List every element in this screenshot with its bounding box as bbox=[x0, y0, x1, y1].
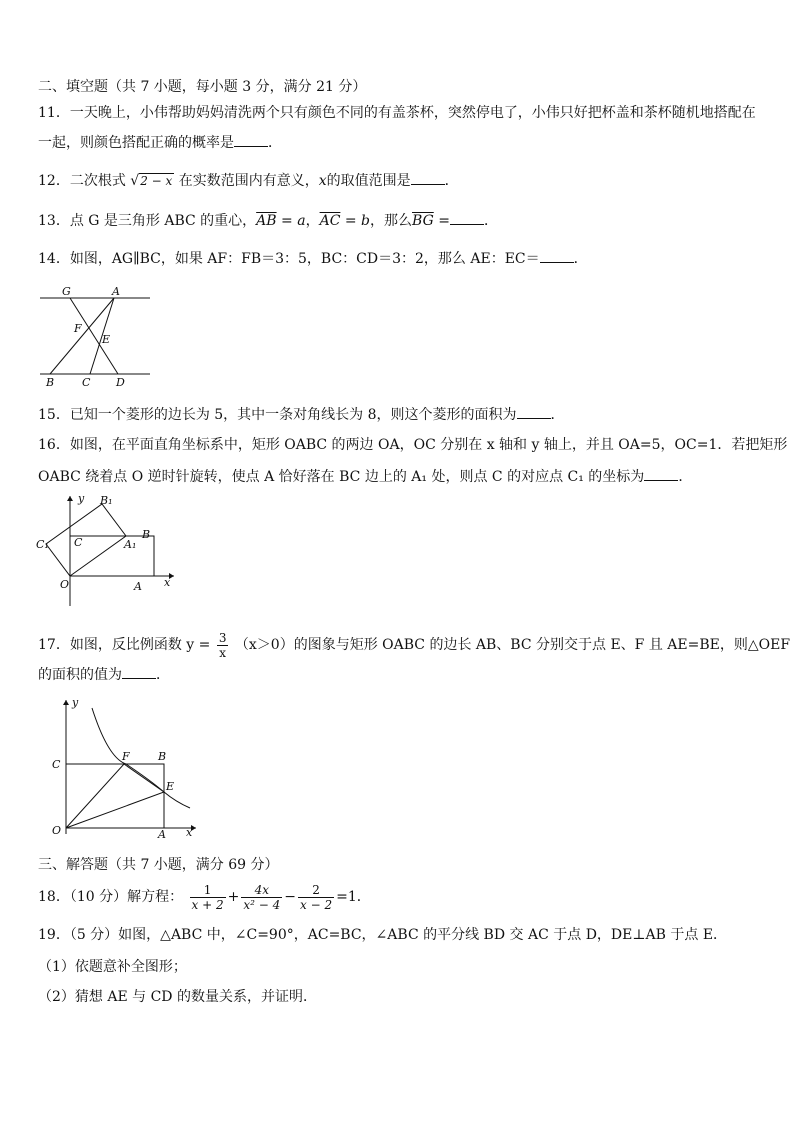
question-16-line-2 bbox=[38, 468, 692, 486]
numerator: 2 bbox=[298, 883, 334, 898]
question-19: 19．（5 分）如图，△ABC 中，∠C=90°，AC=BC，∠ABC 的平分线 BD 交 AC 于点 D，DE⊥AB 于点 E． bbox=[38, 927, 728, 943]
label-b: B bbox=[46, 376, 55, 389]
question-11-line-1: 11．一天晚上，小伟帮助妈妈清洗两个只有颜色不同的有盖茶杯，突然停电了，小伟只好把杯盖和茶杯随机地搭配在 bbox=[38, 105, 756, 121]
y-axis-arrow bbox=[67, 496, 73, 501]
label-a1: A₁ bbox=[124, 538, 137, 551]
label-f: F bbox=[122, 750, 130, 763]
answer-blank bbox=[517, 406, 551, 419]
numerator: 1 bbox=[190, 883, 226, 898]
label-x: x bbox=[186, 826, 193, 839]
equals-sign: = bbox=[340, 213, 362, 229]
q17-text-c: 的面积的值为 bbox=[38, 667, 122, 683]
label-a: A bbox=[112, 285, 120, 298]
scalar-b: b bbox=[361, 213, 371, 229]
q12-text-b: 在实数范围内有意义， bbox=[178, 173, 319, 189]
q16-end: ． bbox=[678, 469, 693, 485]
answer-blank bbox=[450, 212, 484, 225]
vector-ac: $\overline{AC}$ bbox=[319, 213, 341, 229]
denominator: x + 2 bbox=[191, 897, 224, 912]
question-11-line-2 bbox=[38, 134, 282, 152]
equals-sign: = bbox=[276, 213, 298, 229]
fraction-3 bbox=[298, 883, 334, 912]
label-c1: C₁ bbox=[36, 538, 49, 551]
question-14 bbox=[38, 250, 588, 268]
comma: ， bbox=[305, 213, 320, 229]
answer-blank bbox=[540, 250, 574, 263]
equals-sign: = bbox=[433, 213, 450, 229]
label-b1: B₁ bbox=[100, 494, 113, 507]
figure-16 bbox=[34, 490, 184, 608]
rectangle-oabc bbox=[70, 536, 154, 576]
q16-text: OABC 绕着点 O 逆时针旋转，使点 A 恰好落在 BC 边上的 A₁ 处，则点 C 的对应点 C₁ 的坐标为 bbox=[38, 469, 645, 485]
answer-blank bbox=[122, 666, 156, 679]
q15-text: 15．已知一个菱形的边长为 5，其中一条对角线长为 8，则这个菱形的面积为 bbox=[38, 407, 517, 423]
q13-text-a: 13．点 G 是三角形 ABC 的重心， bbox=[38, 213, 257, 229]
q11-end: ． bbox=[268, 135, 282, 151]
rotated-rectangle bbox=[46, 504, 126, 576]
scalar-a: a bbox=[297, 213, 306, 229]
minus-sign: − bbox=[284, 889, 297, 905]
label-b: B bbox=[142, 528, 151, 541]
vector-bg: $\overline{BG}$ bbox=[412, 213, 434, 229]
q12-text-c: 的取值范围是 bbox=[326, 173, 411, 189]
fraction-2 bbox=[241, 883, 282, 912]
radicand: 2 − x bbox=[140, 174, 173, 188]
q12-end: ． bbox=[444, 173, 459, 189]
q11-text: 一起，则颜色搭配正确的概率是 bbox=[38, 135, 234, 151]
hyperbola-curve bbox=[92, 708, 190, 808]
label-g: G bbox=[62, 285, 71, 298]
triangle-oef bbox=[66, 764, 164, 828]
question-19-part-1: （1）依题意补全图形； bbox=[38, 959, 187, 975]
y-axis-arrow bbox=[63, 700, 69, 705]
label-y: y bbox=[72, 696, 79, 709]
answer-blank bbox=[234, 134, 268, 147]
q17-text-b: （x＞0）的图象与矩形 OABC 的边长 AB、BC 分别交于点 E、F 且 AE=BE，则△OEF bbox=[234, 637, 791, 653]
figure-14 bbox=[36, 282, 154, 390]
label-d: D bbox=[116, 376, 125, 389]
q13-text-b: ，那么 bbox=[370, 213, 413, 229]
label-o: O bbox=[60, 578, 70, 591]
q14-end: ． bbox=[573, 251, 588, 267]
q17-end: ． bbox=[156, 667, 170, 683]
label-e: E bbox=[166, 780, 175, 793]
question-15 bbox=[38, 406, 565, 424]
question-17-line-2 bbox=[38, 666, 170, 684]
question-18 bbox=[38, 878, 371, 916]
label-x: x bbox=[164, 576, 171, 589]
numerator: 3 bbox=[218, 630, 227, 645]
label-f: F bbox=[74, 322, 82, 335]
answer-blank bbox=[644, 468, 678, 481]
q18-text: 18．（10 分）解方程： bbox=[38, 889, 184, 905]
q14-text: 14．如图，AG∥BC，如果 AF：FB＝3：5，BC：CD＝3：2，那么 AE：EC＝ bbox=[38, 251, 540, 267]
question-19-part-2: （2）猜想 AE 与 CD 的数量关系，并证明． bbox=[38, 989, 317, 1005]
label-y: y bbox=[78, 492, 85, 505]
label-b: B bbox=[158, 750, 167, 763]
equation-rhs: =1． bbox=[336, 889, 371, 905]
q12-text-a: 12．二次根式 bbox=[38, 173, 126, 189]
q13-end: ． bbox=[483, 213, 498, 229]
question-17-line-1 bbox=[38, 628, 790, 662]
label-c: C bbox=[82, 376, 91, 389]
label-c: C bbox=[52, 758, 61, 771]
figure-17 bbox=[44, 694, 204, 842]
numerator: 4x bbox=[241, 883, 282, 898]
label-c: C bbox=[74, 536, 83, 549]
label-a: A bbox=[158, 828, 166, 841]
section-heading: 二、填空题（共 7 小题，每小题 3 分，满分 21 分） bbox=[38, 79, 367, 95]
label-e: E bbox=[102, 333, 111, 346]
question-16-line-1: 16．如图，在平面直角坐标系中，矩形 OABC 的两边 OA，OC 分别在 x 轴和 y 轴上，并且 OA=5，OC=1．若把矩形 bbox=[38, 437, 788, 453]
q12-var: x bbox=[318, 173, 327, 189]
denominator: x − 2 bbox=[300, 897, 333, 912]
q17-text-a: 17．如图，反比例函数 y = bbox=[38, 637, 211, 653]
label-a: A bbox=[134, 580, 142, 593]
q15-end: ． bbox=[550, 407, 565, 423]
section-heading: 三、解答题（共 7 小题，满分 69 分） bbox=[38, 857, 279, 873]
answer-blank bbox=[411, 172, 445, 185]
plus-sign: + bbox=[227, 889, 240, 905]
question-12 bbox=[38, 172, 459, 190]
radical: √2 − x bbox=[130, 173, 173, 189]
fraction-3-over-x bbox=[217, 631, 229, 660]
label-o: O bbox=[52, 824, 62, 837]
fraction-1 bbox=[190, 883, 226, 912]
vector-ab: $\overline{AB}$ bbox=[256, 213, 277, 229]
denominator: x² − 4 bbox=[243, 897, 281, 912]
question-13 bbox=[38, 212, 498, 230]
denominator: x bbox=[219, 645, 227, 660]
